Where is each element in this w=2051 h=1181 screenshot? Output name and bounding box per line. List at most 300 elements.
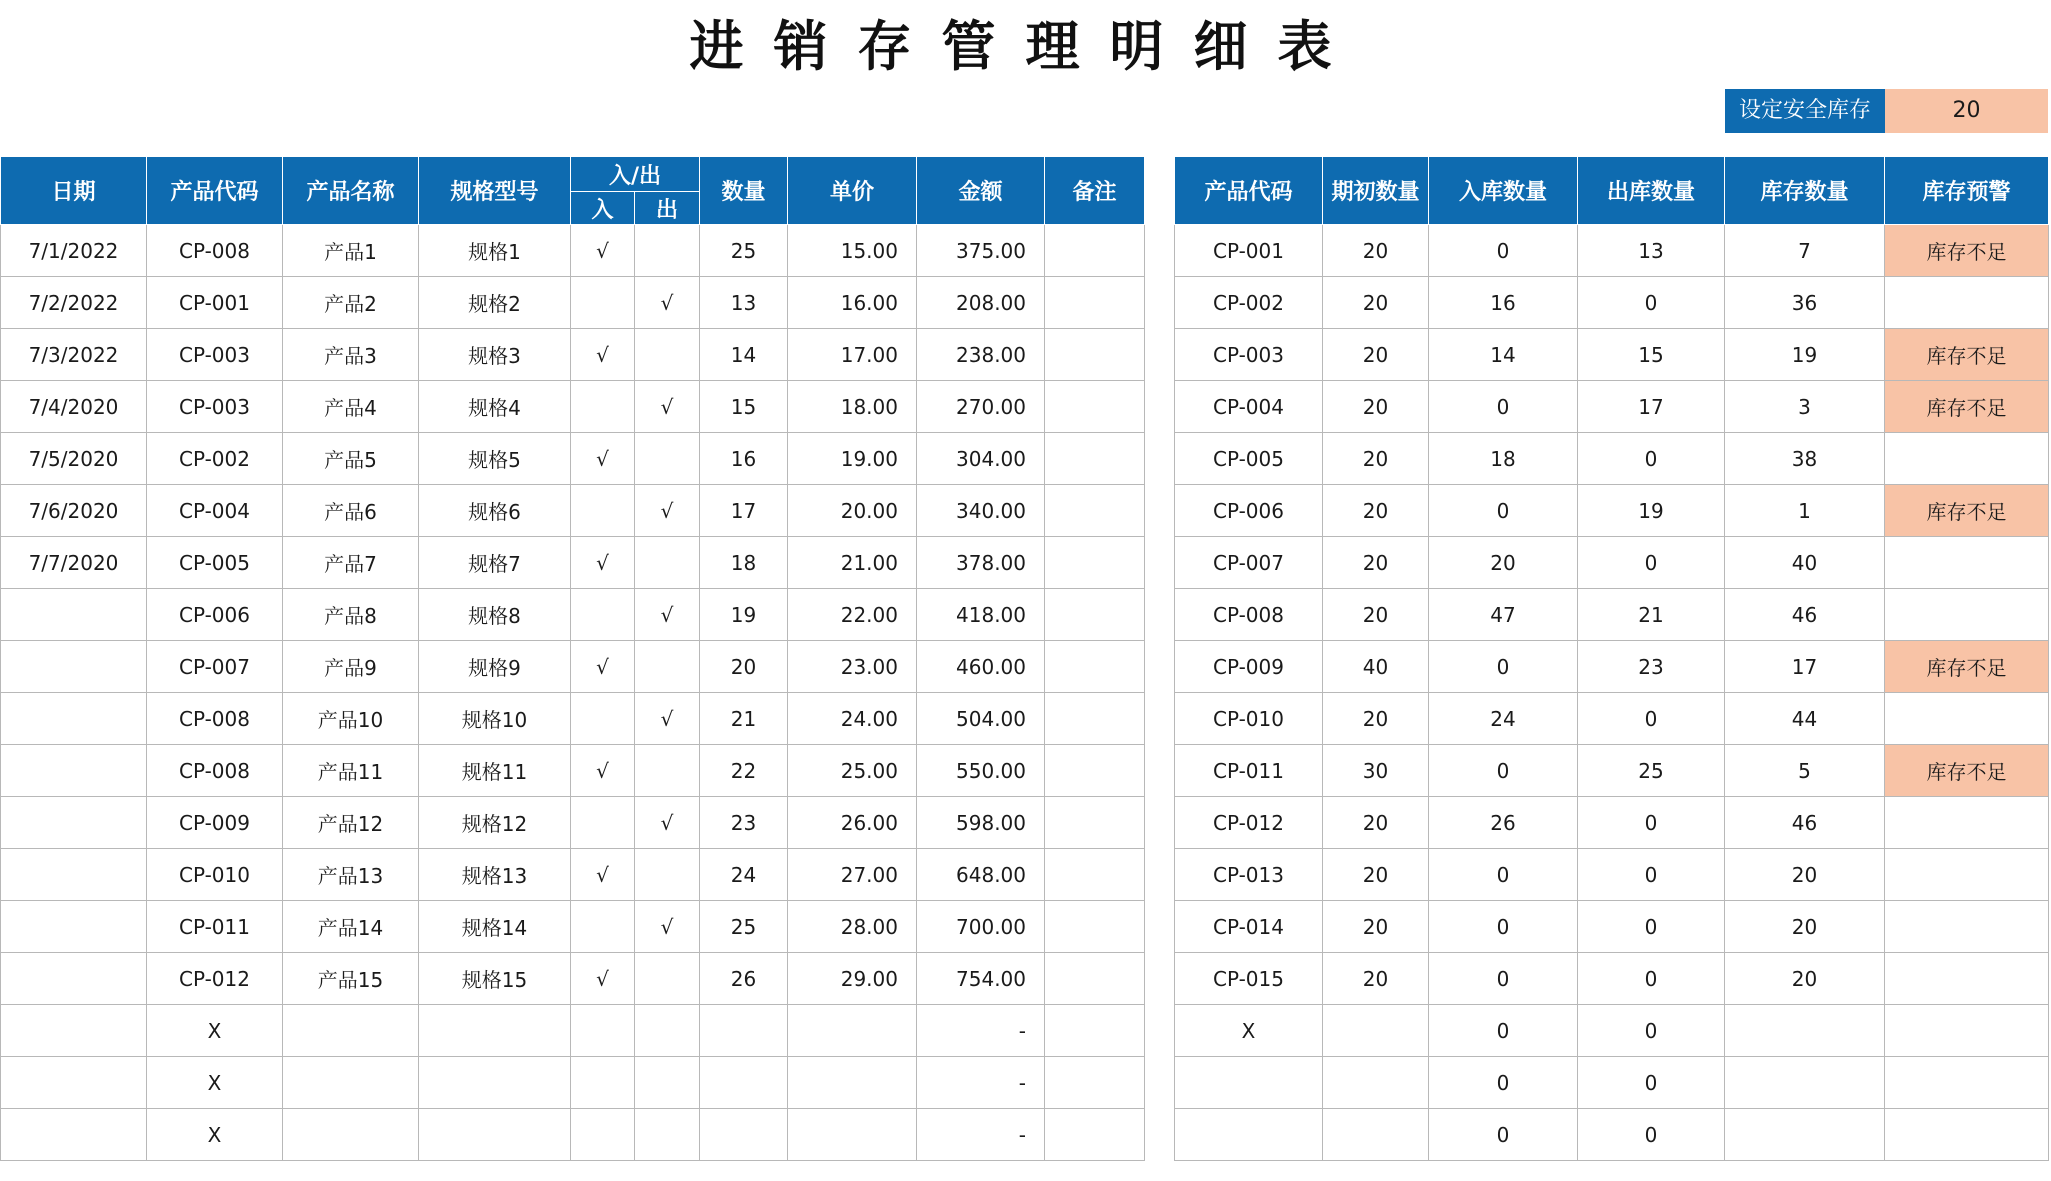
cell-note[interactable] [1045, 745, 1145, 797]
cell-product-name[interactable]: 产品3 [283, 329, 419, 381]
cell-in-mark[interactable] [571, 1109, 635, 1161]
cell-stock-warning[interactable] [1885, 1109, 2049, 1161]
cell-in-mark[interactable]: √ [571, 953, 635, 1005]
cell-product-name[interactable]: 产品11 [283, 745, 419, 797]
cell-note[interactable] [1045, 693, 1145, 745]
cell-opening-qty[interactable]: 20 [1323, 901, 1429, 953]
cell-note[interactable] [1045, 225, 1145, 277]
cell-unit-price[interactable]: 22.00 [788, 589, 917, 641]
cell-amount[interactable]: 598.00 [917, 797, 1045, 849]
cell-in-qty[interactable]: 26 [1429, 797, 1578, 849]
cell-quantity[interactable]: 13 [700, 277, 788, 329]
cell-unit-price[interactable]: 24.00 [788, 693, 917, 745]
cell-product-code[interactable]: CP-004 [1175, 381, 1323, 433]
cell-out-mark[interactable] [635, 641, 700, 693]
cell-amount[interactable]: 375.00 [917, 225, 1045, 277]
cell-in-qty[interactable]: 24 [1429, 693, 1578, 745]
cell-out-mark[interactable]: √ [635, 901, 700, 953]
cell-product-name[interactable]: 产品7 [283, 537, 419, 589]
cell-stock-warning[interactable] [1885, 1005, 2049, 1057]
cell-quantity[interactable] [700, 1057, 788, 1109]
cell-unit-price[interactable]: 17.00 [788, 329, 917, 381]
cell-out-mark[interactable] [635, 849, 700, 901]
header-out-qty[interactable]: 出库数量 [1578, 157, 1725, 225]
cell-spec[interactable]: 规格2 [419, 277, 571, 329]
cell-opening-qty[interactable]: 20 [1323, 433, 1429, 485]
cell-product-name[interactable]: 产品15 [283, 953, 419, 1005]
cell-out-qty[interactable]: 15 [1578, 329, 1725, 381]
cell-date[interactable] [1, 589, 147, 641]
cell-out-qty[interactable]: 0 [1578, 901, 1725, 953]
cell-quantity[interactable]: 26 [700, 953, 788, 1005]
header-product-name[interactable]: 产品名称 [283, 157, 419, 225]
cell-unit-price[interactable]: 29.00 [788, 953, 917, 1005]
cell-stock-qty[interactable]: 46 [1725, 797, 1885, 849]
cell-spec[interactable]: 规格15 [419, 953, 571, 1005]
cell-spec[interactable]: 规格11 [419, 745, 571, 797]
cell-product-code[interactable]: CP-015 [1175, 953, 1323, 1005]
cell-amount[interactable]: 460.00 [917, 641, 1045, 693]
cell-in-mark[interactable] [571, 693, 635, 745]
cell-amount[interactable]: - [917, 1057, 1045, 1109]
cell-in-qty[interactable]: 0 [1429, 849, 1578, 901]
cell-in-qty[interactable]: 0 [1429, 1109, 1578, 1161]
cell-product-code[interactable]: X [147, 1057, 283, 1109]
cell-product-code[interactable]: CP-009 [1175, 641, 1323, 693]
cell-product-code[interactable]: CP-003 [147, 329, 283, 381]
cell-note[interactable] [1045, 433, 1145, 485]
cell-spec[interactable]: 规格3 [419, 329, 571, 381]
cell-stock-warning[interactable] [1885, 797, 2049, 849]
cell-quantity[interactable]: 25 [700, 901, 788, 953]
cell-quantity[interactable]: 21 [700, 693, 788, 745]
cell-in-qty[interactable]: 0 [1429, 641, 1578, 693]
cell-product-code[interactable]: CP-001 [1175, 225, 1323, 277]
cell-in-mark[interactable] [571, 1005, 635, 1057]
cell-quantity[interactable]: 18 [700, 537, 788, 589]
cell-opening-qty[interactable]: 20 [1323, 953, 1429, 1005]
cell-in-qty[interactable]: 0 [1429, 901, 1578, 953]
header-stock-warning[interactable]: 库存预警 [1885, 157, 2049, 225]
cell-product-name[interactable]: 产品12 [283, 797, 419, 849]
cell-unit-price[interactable]: 25.00 [788, 745, 917, 797]
cell-product-code[interactable]: CP-003 [147, 381, 283, 433]
header-product-code[interactable]: 产品代码 [1175, 157, 1323, 225]
cell-stock-warning[interactable] [1885, 693, 2049, 745]
cell-date[interactable]: 7/6/2020 [1, 485, 147, 537]
cell-date[interactable] [1, 1005, 147, 1057]
cell-quantity[interactable] [700, 1109, 788, 1161]
cell-amount[interactable]: - [917, 1005, 1045, 1057]
cell-product-code[interactable]: CP-001 [147, 277, 283, 329]
cell-product-code[interactable]: CP-007 [147, 641, 283, 693]
cell-product-name[interactable]: 产品9 [283, 641, 419, 693]
cell-in-mark[interactable] [571, 1057, 635, 1109]
cell-quantity[interactable]: 22 [700, 745, 788, 797]
cell-product-code[interactable]: CP-012 [1175, 797, 1323, 849]
cell-out-qty[interactable]: 0 [1578, 953, 1725, 1005]
cell-opening-qty[interactable]: 20 [1323, 329, 1429, 381]
cell-out-mark[interactable] [635, 329, 700, 381]
cell-spec[interactable]: 规格10 [419, 693, 571, 745]
cell-opening-qty[interactable]: 20 [1323, 849, 1429, 901]
header-quantity[interactable]: 数量 [700, 157, 788, 225]
cell-stock-warning[interactable] [1885, 1057, 2049, 1109]
cell-stock-warning[interactable]: 库存不足 [1885, 381, 2049, 433]
cell-stock-qty[interactable]: 3 [1725, 381, 1885, 433]
cell-date[interactable] [1, 1057, 147, 1109]
cell-product-code[interactable]: X [1175, 1005, 1323, 1057]
header-amount[interactable]: 金额 [917, 157, 1045, 225]
header-date[interactable]: 日期 [1, 157, 147, 225]
header-in[interactable]: 入 [571, 192, 635, 225]
cell-out-mark[interactable]: √ [635, 485, 700, 537]
cell-date[interactable] [1, 901, 147, 953]
cell-quantity[interactable]: 16 [700, 433, 788, 485]
cell-out-qty[interactable]: 21 [1578, 589, 1725, 641]
cell-product-code[interactable]: CP-007 [1175, 537, 1323, 589]
cell-product-code[interactable]: CP-009 [147, 797, 283, 849]
cell-note[interactable] [1045, 1057, 1145, 1109]
cell-spec[interactable]: 规格14 [419, 901, 571, 953]
cell-note[interactable] [1045, 329, 1145, 381]
cell-product-code[interactable]: CP-004 [147, 485, 283, 537]
cell-amount[interactable]: 208.00 [917, 277, 1045, 329]
cell-quantity[interactable]: 23 [700, 797, 788, 849]
cell-out-mark[interactable]: √ [635, 589, 700, 641]
cell-opening-qty[interactable]: 20 [1323, 381, 1429, 433]
cell-product-code[interactable]: CP-008 [1175, 589, 1323, 641]
cell-spec[interactable] [419, 1057, 571, 1109]
cell-unit-price[interactable]: 26.00 [788, 797, 917, 849]
cell-in-qty[interactable]: 0 [1429, 225, 1578, 277]
cell-stock-qty[interactable]: 20 [1725, 849, 1885, 901]
cell-quantity[interactable]: 14 [700, 329, 788, 381]
cell-out-mark[interactable]: √ [635, 277, 700, 329]
cell-spec[interactable] [419, 1109, 571, 1161]
cell-quantity[interactable]: 17 [700, 485, 788, 537]
cell-opening-qty[interactable]: 20 [1323, 225, 1429, 277]
cell-stock-warning[interactable]: 库存不足 [1885, 485, 2049, 537]
cell-product-code[interactable]: CP-011 [147, 901, 283, 953]
cell-out-qty[interactable]: 0 [1578, 1057, 1725, 1109]
cell-opening-qty[interactable]: 40 [1323, 641, 1429, 693]
cell-product-name[interactable]: 产品6 [283, 485, 419, 537]
cell-in-mark[interactable]: √ [571, 537, 635, 589]
cell-out-qty[interactable]: 0 [1578, 1109, 1725, 1161]
cell-product-code[interactable] [1175, 1109, 1323, 1161]
cell-product-name[interactable]: 产品10 [283, 693, 419, 745]
cell-amount[interactable]: 700.00 [917, 901, 1045, 953]
header-unit-price[interactable]: 单价 [788, 157, 917, 225]
cell-product-code[interactable]: X [147, 1005, 283, 1057]
cell-stock-qty[interactable] [1725, 1057, 1885, 1109]
cell-amount[interactable]: 270.00 [917, 381, 1045, 433]
cell-product-code[interactable]: CP-014 [1175, 901, 1323, 953]
cell-out-qty[interactable]: 17 [1578, 381, 1725, 433]
cell-opening-qty[interactable] [1323, 1057, 1429, 1109]
cell-amount[interactable]: 754.00 [917, 953, 1045, 1005]
cell-amount[interactable]: - [917, 1109, 1045, 1161]
cell-date[interactable]: 7/7/2020 [1, 537, 147, 589]
cell-in-mark[interactable] [571, 589, 635, 641]
cell-stock-qty[interactable]: 1 [1725, 485, 1885, 537]
cell-product-code[interactable]: CP-011 [1175, 745, 1323, 797]
cell-date[interactable]: 7/3/2022 [1, 329, 147, 381]
cell-product-name[interactable] [283, 1057, 419, 1109]
cell-amount[interactable]: 418.00 [917, 589, 1045, 641]
cell-out-qty[interactable]: 23 [1578, 641, 1725, 693]
cell-amount[interactable]: 550.00 [917, 745, 1045, 797]
cell-spec[interactable]: 规格13 [419, 849, 571, 901]
cell-opening-qty[interactable]: 20 [1323, 485, 1429, 537]
cell-in-qty[interactable]: 0 [1429, 1005, 1578, 1057]
cell-unit-price[interactable]: 23.00 [788, 641, 917, 693]
cell-product-name[interactable] [283, 1005, 419, 1057]
cell-in-mark[interactable] [571, 901, 635, 953]
header-note[interactable]: 备注 [1045, 157, 1145, 225]
cell-product-code[interactable]: CP-008 [147, 693, 283, 745]
cell-in-qty[interactable]: 0 [1429, 1057, 1578, 1109]
cell-unit-price[interactable]: 19.00 [788, 433, 917, 485]
cell-product-code[interactable] [1175, 1057, 1323, 1109]
cell-product-code[interactable]: CP-010 [1175, 693, 1323, 745]
cell-amount[interactable]: 378.00 [917, 537, 1045, 589]
cell-stock-qty[interactable]: 5 [1725, 745, 1885, 797]
cell-note[interactable] [1045, 1109, 1145, 1161]
cell-product-code[interactable]: CP-006 [1175, 485, 1323, 537]
cell-out-qty[interactable]: 0 [1578, 277, 1725, 329]
cell-date[interactable] [1, 693, 147, 745]
header-in-qty[interactable]: 入库数量 [1429, 157, 1578, 225]
cell-date[interactable]: 7/5/2020 [1, 433, 147, 485]
cell-stock-warning[interactable] [1885, 953, 2049, 1005]
cell-product-name[interactable]: 产品13 [283, 849, 419, 901]
cell-out-mark[interactable] [635, 537, 700, 589]
cell-in-mark[interactable]: √ [571, 433, 635, 485]
cell-note[interactable] [1045, 1005, 1145, 1057]
cell-amount[interactable]: 648.00 [917, 849, 1045, 901]
cell-note[interactable] [1045, 381, 1145, 433]
cell-date[interactable] [1, 745, 147, 797]
cell-quantity[interactable]: 24 [700, 849, 788, 901]
cell-product-code[interactable]: CP-010 [147, 849, 283, 901]
header-spec[interactable]: 规格型号 [419, 157, 571, 225]
cell-stock-qty[interactable]: 36 [1725, 277, 1885, 329]
cell-stock-qty[interactable]: 44 [1725, 693, 1885, 745]
cell-quantity[interactable] [700, 1005, 788, 1057]
cell-stock-qty[interactable]: 19 [1725, 329, 1885, 381]
cell-product-name[interactable]: 产品14 [283, 901, 419, 953]
cell-product-name[interactable]: 产品8 [283, 589, 419, 641]
cell-note[interactable] [1045, 641, 1145, 693]
cell-in-mark[interactable] [571, 381, 635, 433]
cell-unit-price[interactable]: 18.00 [788, 381, 917, 433]
cell-stock-warning[interactable] [1885, 901, 2049, 953]
cell-amount[interactable]: 238.00 [917, 329, 1045, 381]
cell-opening-qty[interactable]: 20 [1323, 797, 1429, 849]
cell-quantity[interactable]: 19 [700, 589, 788, 641]
cell-date[interactable]: 7/2/2022 [1, 277, 147, 329]
safety-stock-input[interactable]: 20 [1885, 89, 2048, 133]
cell-unit-price[interactable]: 15.00 [788, 225, 917, 277]
cell-quantity[interactable]: 20 [700, 641, 788, 693]
cell-stock-qty[interactable]: 38 [1725, 433, 1885, 485]
cell-in-qty[interactable]: 0 [1429, 745, 1578, 797]
cell-unit-price[interactable] [788, 1005, 917, 1057]
cell-unit-price[interactable]: 16.00 [788, 277, 917, 329]
cell-unit-price[interactable] [788, 1057, 917, 1109]
cell-product-code[interactable]: CP-005 [1175, 433, 1323, 485]
cell-stock-qty[interactable]: 40 [1725, 537, 1885, 589]
cell-out-qty[interactable]: 0 [1578, 693, 1725, 745]
cell-unit-price[interactable]: 27.00 [788, 849, 917, 901]
cell-unit-price[interactable]: 21.00 [788, 537, 917, 589]
cell-opening-qty[interactable] [1323, 1109, 1429, 1161]
cell-spec[interactable]: 规格12 [419, 797, 571, 849]
cell-out-qty[interactable]: 0 [1578, 849, 1725, 901]
cell-stock-qty[interactable]: 20 [1725, 953, 1885, 1005]
cell-note[interactable] [1045, 589, 1145, 641]
cell-stock-qty[interactable] [1725, 1109, 1885, 1161]
cell-product-code[interactable]: CP-002 [1175, 277, 1323, 329]
header-in-out[interactable]: 入/出 [571, 157, 700, 192]
cell-product-name[interactable]: 产品2 [283, 277, 419, 329]
header-opening-qty[interactable]: 期初数量 [1323, 157, 1429, 225]
cell-out-mark[interactable] [635, 1057, 700, 1109]
cell-out-qty[interactable]: 0 [1578, 797, 1725, 849]
cell-product-name[interactable] [283, 1109, 419, 1161]
cell-date[interactable] [1, 641, 147, 693]
cell-out-qty[interactable]: 25 [1578, 745, 1725, 797]
cell-in-mark[interactable]: √ [571, 225, 635, 277]
cell-quantity[interactable]: 25 [700, 225, 788, 277]
cell-in-mark[interactable]: √ [571, 641, 635, 693]
cell-in-qty[interactable]: 0 [1429, 485, 1578, 537]
cell-date[interactable]: 7/1/2022 [1, 225, 147, 277]
cell-out-qty[interactable]: 0 [1578, 1005, 1725, 1057]
cell-product-name[interactable]: 产品1 [283, 225, 419, 277]
cell-out-mark[interactable]: √ [635, 693, 700, 745]
cell-product-code[interactable]: CP-012 [147, 953, 283, 1005]
cell-unit-price[interactable]: 28.00 [788, 901, 917, 953]
cell-product-name[interactable]: 产品5 [283, 433, 419, 485]
cell-product-code[interactable]: CP-006 [147, 589, 283, 641]
cell-opening-qty[interactable]: 20 [1323, 589, 1429, 641]
cell-in-mark[interactable] [571, 485, 635, 537]
cell-spec[interactable]: 规格9 [419, 641, 571, 693]
cell-opening-qty[interactable]: 20 [1323, 537, 1429, 589]
cell-opening-qty[interactable]: 30 [1323, 745, 1429, 797]
cell-in-qty[interactable]: 14 [1429, 329, 1578, 381]
cell-spec[interactable]: 规格7 [419, 537, 571, 589]
cell-date[interactable] [1, 849, 147, 901]
cell-stock-warning[interactable]: 库存不足 [1885, 329, 2049, 381]
cell-out-qty[interactable]: 0 [1578, 433, 1725, 485]
cell-quantity[interactable]: 15 [700, 381, 788, 433]
cell-in-qty[interactable]: 47 [1429, 589, 1578, 641]
cell-stock-qty[interactable]: 17 [1725, 641, 1885, 693]
cell-out-mark[interactable] [635, 225, 700, 277]
cell-spec[interactable]: 规格1 [419, 225, 571, 277]
cell-note[interactable] [1045, 901, 1145, 953]
cell-in-qty[interactable]: 0 [1429, 953, 1578, 1005]
cell-out-qty[interactable]: 13 [1578, 225, 1725, 277]
cell-spec[interactable] [419, 1005, 571, 1057]
cell-note[interactable] [1045, 537, 1145, 589]
cell-spec[interactable]: 规格8 [419, 589, 571, 641]
cell-stock-warning[interactable]: 库存不足 [1885, 745, 2049, 797]
cell-note[interactable] [1045, 277, 1145, 329]
cell-out-mark[interactable] [635, 953, 700, 1005]
cell-out-qty[interactable]: 19 [1578, 485, 1725, 537]
cell-note[interactable] [1045, 485, 1145, 537]
cell-product-code[interactable]: CP-005 [147, 537, 283, 589]
cell-stock-qty[interactable]: 7 [1725, 225, 1885, 277]
cell-product-code[interactable]: CP-008 [147, 745, 283, 797]
cell-product-code[interactable]: CP-002 [147, 433, 283, 485]
cell-in-qty[interactable]: 16 [1429, 277, 1578, 329]
cell-out-mark[interactable]: √ [635, 797, 700, 849]
cell-amount[interactable]: 504.00 [917, 693, 1045, 745]
cell-date[interactable] [1, 1109, 147, 1161]
cell-in-mark[interactable] [571, 797, 635, 849]
cell-product-name[interactable]: 产品4 [283, 381, 419, 433]
cell-in-mark[interactable] [571, 277, 635, 329]
cell-product-code[interactable]: CP-008 [147, 225, 283, 277]
cell-date[interactable] [1, 797, 147, 849]
cell-stock-warning[interactable] [1885, 277, 2049, 329]
cell-stock-warning[interactable] [1885, 537, 2049, 589]
cell-out-mark[interactable] [635, 433, 700, 485]
cell-out-qty[interactable]: 0 [1578, 537, 1725, 589]
cell-unit-price[interactable]: 20.00 [788, 485, 917, 537]
cell-stock-qty[interactable]: 46 [1725, 589, 1885, 641]
cell-date[interactable] [1, 953, 147, 1005]
cell-in-qty[interactable]: 20 [1429, 537, 1578, 589]
cell-product-code[interactable]: CP-003 [1175, 329, 1323, 381]
cell-out-mark[interactable]: √ [635, 381, 700, 433]
cell-in-qty[interactable]: 0 [1429, 381, 1578, 433]
cell-opening-qty[interactable] [1323, 1005, 1429, 1057]
cell-note[interactable] [1045, 849, 1145, 901]
cell-amount[interactable]: 304.00 [917, 433, 1045, 485]
cell-stock-qty[interactable] [1725, 1005, 1885, 1057]
cell-note[interactable] [1045, 797, 1145, 849]
cell-stock-qty[interactable]: 20 [1725, 901, 1885, 953]
header-product-code[interactable]: 产品代码 [147, 157, 283, 225]
cell-stock-warning[interactable]: 库存不足 [1885, 225, 2049, 277]
header-out[interactable]: 出 [635, 192, 700, 225]
cell-unit-price[interactable] [788, 1109, 917, 1161]
cell-product-code[interactable]: CP-013 [1175, 849, 1323, 901]
cell-spec[interactable]: 规格4 [419, 381, 571, 433]
cell-stock-warning[interactable] [1885, 589, 2049, 641]
cell-note[interactable] [1045, 953, 1145, 1005]
cell-stock-warning[interactable]: 库存不足 [1885, 641, 2049, 693]
cell-spec[interactable]: 规格6 [419, 485, 571, 537]
cell-amount[interactable]: 340.00 [917, 485, 1045, 537]
cell-out-mark[interactable] [635, 745, 700, 797]
header-stock-qty[interactable]: 库存数量 [1725, 157, 1885, 225]
cell-opening-qty[interactable]: 20 [1323, 277, 1429, 329]
cell-in-mark[interactable]: √ [571, 849, 635, 901]
cell-in-mark[interactable]: √ [571, 745, 635, 797]
cell-spec[interactable]: 规格5 [419, 433, 571, 485]
cell-stock-warning[interactable] [1885, 849, 2049, 901]
cell-out-mark[interactable] [635, 1109, 700, 1161]
cell-opening-qty[interactable]: 20 [1323, 693, 1429, 745]
